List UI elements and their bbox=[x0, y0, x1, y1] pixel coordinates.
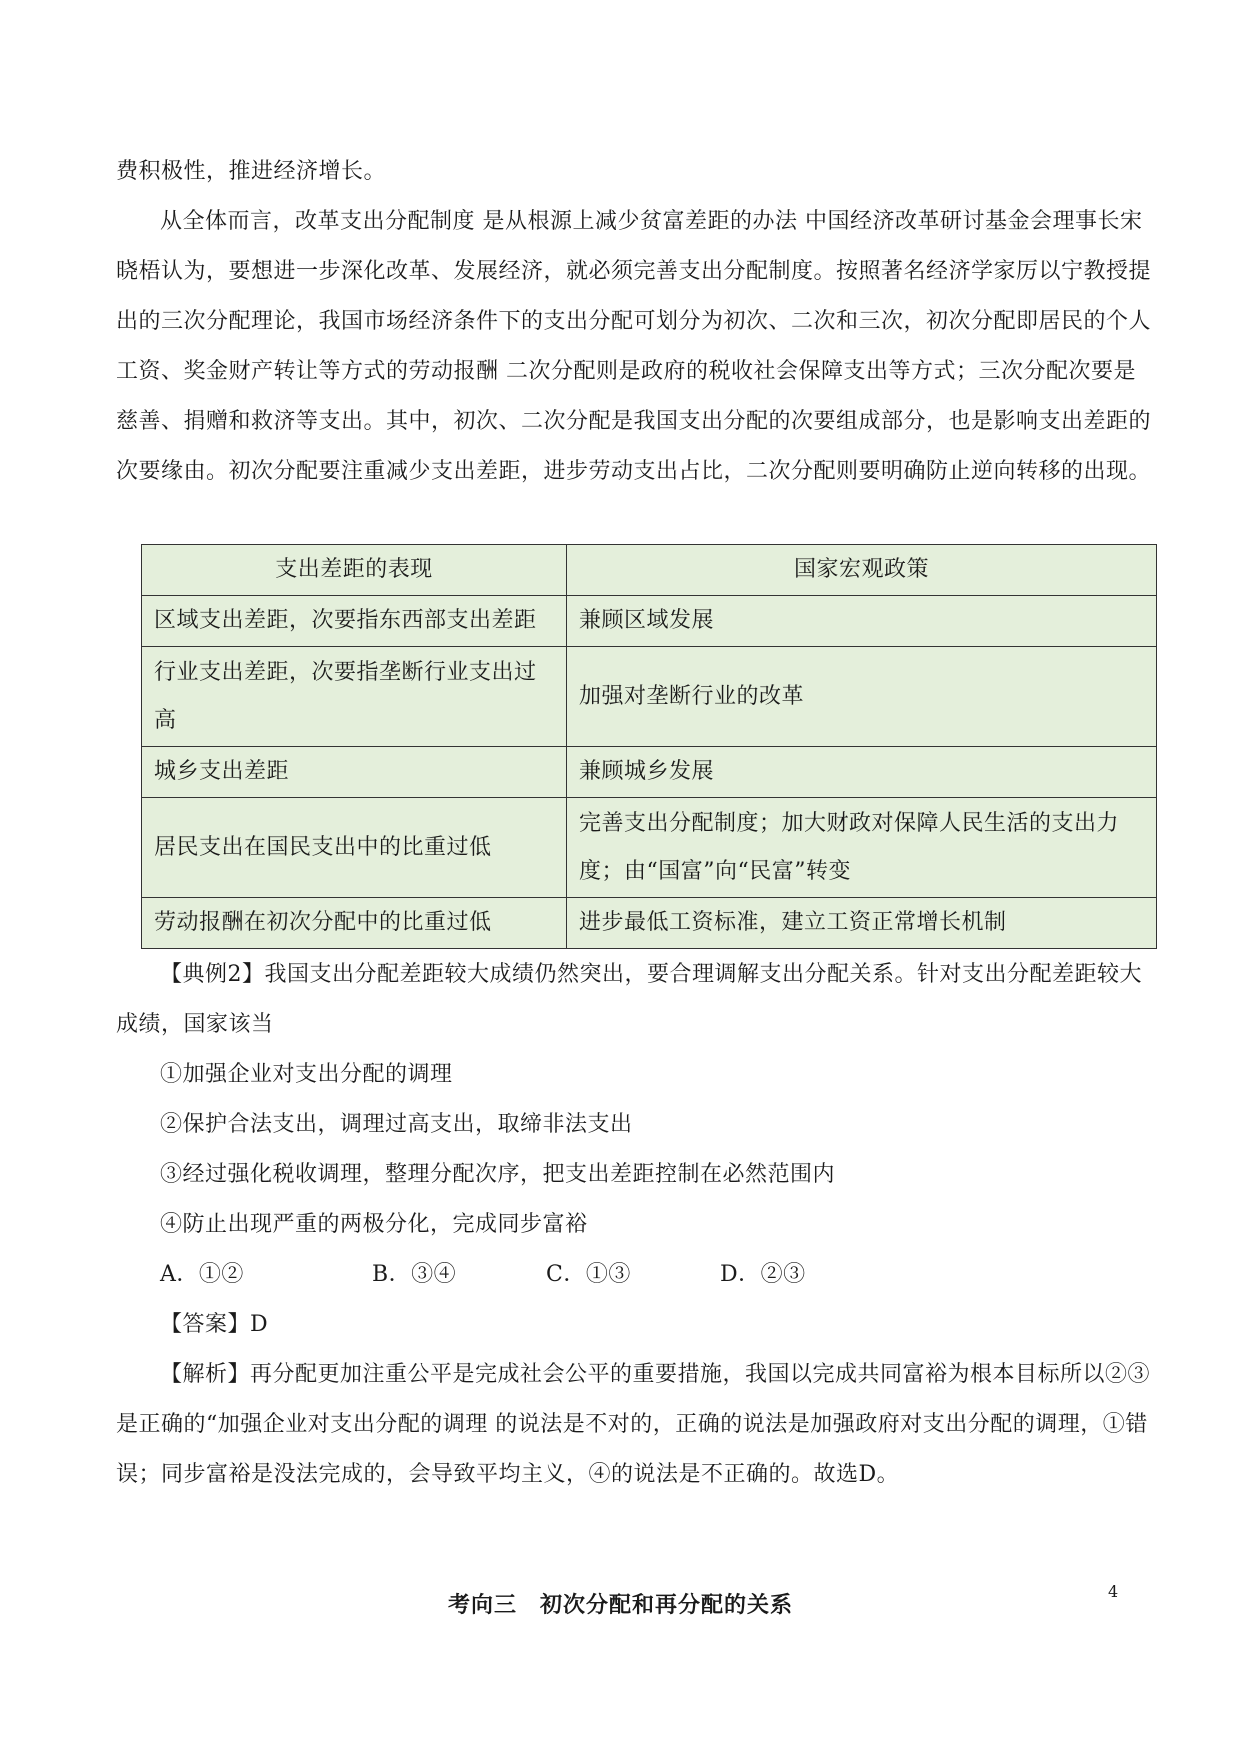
choice-c: C．①③ bbox=[546, 1262, 631, 1287]
table-row bbox=[142, 898, 1157, 949]
option-item: ④防止出现严重的两极分化，完成同步富裕 bbox=[160, 1212, 588, 1237]
table-cell: 城乡支出差距 bbox=[142, 747, 567, 798]
example-question: 【典例2】我国支出分配差距较大成绩仍然突出，要合理调解支出分配关系。针对支出分配差距较大成绩，国家该当 bbox=[116, 962, 1143, 1037]
table-cell: 兼顾城乡发展 bbox=[567, 747, 1157, 798]
section-heading: 考向三 初次分配和再分配的关系 bbox=[447, 1592, 793, 1618]
answer-line: 【答案】D bbox=[160, 1312, 269, 1337]
table-cell: 进步最低工资标准，建立工资正常增长机制 bbox=[567, 898, 1157, 949]
table-cell: 兼顾区域发展 bbox=[567, 596, 1157, 647]
table-header-row bbox=[142, 545, 1157, 596]
income-gap-policy-table bbox=[141, 544, 1157, 949]
option-item: ③经过强化税收调理，整理分配次序，把支出差距控制在必然范围内 bbox=[160, 1162, 836, 1187]
paragraph-income-distribution: 从全体而言，改革支出分配制度 是从根源上减少贫富差距的办法 中国经济改革研讨基金会理事长宋晓梧认为，要想进一步深化改革、发展经济，就必须完善支出分配制度。按照著名经济学家厉以宁教授提出的三次分配理论，我国市场经济条件下的支出分配可划分为初次、二次和三次，初次分配即居民的个人工资、奖金财产转让等方式的劳动报酬 二次分配则是政府的税收社会保障支出等方式；三次分配次要是慈善、捐赠和救济等支出。其中，初次、二次分配是我国支出分配的次要组成部分，也是影响支出差距的次要缘由。初次分配要注重减少支出差距，进步劳动支出占比，二次分配则要明确防止逆向转移的出现。 bbox=[116, 209, 1152, 484]
table-cell: 加强对垄断行业的改革 bbox=[567, 647, 1157, 747]
table-row bbox=[142, 647, 1157, 747]
choice-a: A．①② bbox=[160, 1262, 244, 1287]
table-cell: 区域支出差距，次要指东西部支出差距 bbox=[142, 596, 567, 647]
table-row bbox=[142, 798, 1157, 898]
table-header-cell: 支出差距的表现 bbox=[142, 545, 567, 596]
table-cell: 居民支出在国民支出中的比重过低 bbox=[142, 798, 567, 898]
table-cell: 完善支出分配制度；加大财政对保障人民生活的支出力度；由“国富”向“民富”转变 bbox=[567, 798, 1157, 898]
option-item: ②保护合法支出，调理过高支出，取缔非法支出 bbox=[160, 1112, 633, 1137]
table-header-cell: 国家宏观政策 bbox=[567, 545, 1157, 596]
choice-d: D．②③ bbox=[720, 1262, 806, 1287]
table-cell: 行业支出差距，次要指垄断行业支出过高 bbox=[142, 647, 567, 747]
table-row bbox=[142, 747, 1157, 798]
analysis-paragraph: 【解析】再分配更加注重公平是完成社会公平的重要措施，我国以完成共同富裕为根本目标所以②③是正确的“加强企业对支出分配的调理 的说法是不对的，正确的说法是加强政府对支出分配的调理，①错误；同步富裕是没法完成的，会导致平均主义，④的说法是不正确的。故选D。 bbox=[116, 1362, 1151, 1487]
paragraph-intro-end: 费积极性，推进经济增长。 bbox=[116, 159, 387, 184]
table-row bbox=[142, 596, 1157, 647]
choice-b: B．③④ bbox=[372, 1262, 457, 1287]
option-item: ①加强企业对支出分配的调理 bbox=[160, 1062, 453, 1087]
page-number: 4 bbox=[1108, 1582, 1119, 1601]
table-cell: 劳动报酬在初次分配中的比重过低 bbox=[142, 898, 567, 949]
